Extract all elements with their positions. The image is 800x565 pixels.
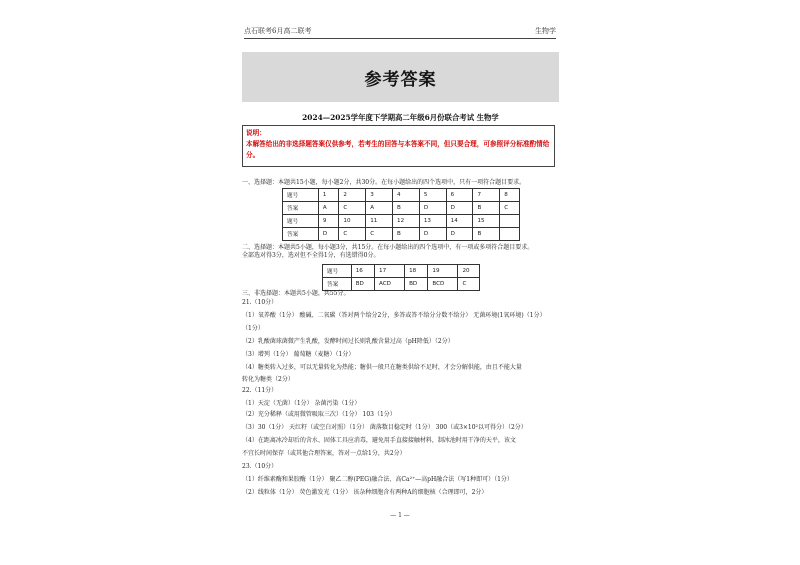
- answer-line: （4）在距离冰冷却后的含水、固体工具应消毒，避免用手直接接触材料，制冰池时用干净的天平，该文: [242, 437, 516, 444]
- section2-intro-line1: 二、选择题：本题共5小题，每小题3分，共15分。在每小题给出的四个选项中，有一项或多项符合题目要求。: [242, 244, 534, 251]
- table1-row-label: 题号: [283, 189, 319, 202]
- header-subject: 生物学: [535, 27, 556, 35]
- answer-line: （1）氧养酸（1分） 酸碱、二氧碳（答对两个给分2分，多答或答不给分分数不给分） 无菌环境(1氧环境)（1分）: [242, 312, 546, 319]
- table1-cell: C: [500, 202, 520, 215]
- table1-cell: 10: [339, 215, 366, 228]
- table2-row: [323, 265, 480, 278]
- table2-cell: 17: [375, 265, 405, 278]
- section1-intro: 一、选择题：本题共15小题，每小题2分，共30分。在每小题给出的四个选项中，只有一项符合题目要求。: [242, 179, 526, 186]
- table1-cell: 6: [446, 189, 473, 202]
- exam-title: 2024—2025学年度下学期高二年级6月份联合考试 生物学: [302, 113, 499, 122]
- note-box: [242, 125, 555, 167]
- table1-cell: [500, 215, 520, 228]
- table1-cell: D: [419, 228, 446, 241]
- table1-row: [283, 202, 520, 215]
- answer-banner: 参考答案: [242, 52, 559, 102]
- table1-row: [283, 215, 520, 228]
- table1-cell: B: [473, 228, 500, 241]
- table1-cell: 3: [366, 189, 393, 202]
- table2-cell: 18: [405, 265, 428, 278]
- table1-row-label: 答案: [283, 228, 319, 241]
- table2-cell: ACD: [375, 278, 405, 291]
- note-body: 本解答给出的非选择题答案仅供参考，若考生的回答与本答案不同，但只要合理，可参照评分标准酌情给分。: [246, 140, 550, 159]
- answer-line: （2）充分稀释（或用微管吸取三次）（1分） 103（1分）: [242, 411, 396, 418]
- page-header: [244, 26, 556, 39]
- table1-cell: 14: [446, 215, 473, 228]
- table1-cell: 8: [500, 189, 520, 202]
- table2-cell: BCD: [428, 278, 458, 291]
- answer-line: 23.（10分）: [242, 463, 278, 470]
- answer-line: 转化为糖类（2分）: [242, 376, 294, 383]
- answer-line: （1分）: [242, 325, 264, 332]
- section2-intro-line2: 全部选对得3分，选对但不全得1分，有选错得0分。: [242, 252, 380, 259]
- answer-line: （4）糖类转入过多，可以无量转化为热能；糖供一般只在糖类供给不足时，才会分解供能，由且不能大量: [242, 364, 522, 371]
- table1-cell: B: [473, 202, 500, 215]
- table1-cell: C: [339, 228, 366, 241]
- answer-line: 不宜长时间保存（或其他合理答案，答对一点给1分，共2分）: [242, 450, 406, 457]
- answer-line: （2）乳酸菌球菌微产生乳酸，发酵时间过长则乳酸含量过高（pH降低）（2分）: [242, 338, 454, 345]
- table1-cell: 15: [473, 215, 500, 228]
- table1-cell: D: [419, 202, 446, 215]
- table1-cell: 7: [473, 189, 500, 202]
- table1-cell: 12: [393, 215, 420, 228]
- table2-cell: C: [458, 278, 480, 291]
- answer-line: 22.（11分）: [242, 387, 278, 394]
- table1-cell: A: [366, 202, 393, 215]
- answer-table-1: [282, 188, 520, 241]
- table1-cell: 1: [318, 189, 339, 202]
- table1-cell: D: [446, 202, 473, 215]
- table2-row: [323, 278, 480, 291]
- table1-cell: 11: [366, 215, 393, 228]
- table2-row-label: 答案: [323, 278, 352, 291]
- table1-cell: B: [393, 228, 420, 241]
- table1-cell: D: [318, 228, 339, 241]
- section3-intro: 三、非选择题：本题共5小题，共55分。: [242, 290, 350, 297]
- answer-table-2: [322, 264, 480, 291]
- table1-cell: 9: [318, 215, 339, 228]
- table2-cell: 19: [428, 265, 458, 278]
- answer-line: （2）线粒体（1分） 荧色激发光（1分） 该杂种细胞含有两种A的细胞核（合理即可，2分）: [242, 489, 488, 496]
- table1-cell: C: [339, 202, 366, 215]
- note-heading: 说明：: [246, 129, 266, 137]
- answer-line: （1）天淀（无菌）（1分） 杂菌污染（1分）: [242, 400, 361, 407]
- table1-cell: 13: [419, 215, 446, 228]
- table1-cell: D: [446, 228, 473, 241]
- header-left-text: 点石联考6月高二联考: [244, 27, 312, 35]
- table1-cell: C: [366, 228, 393, 241]
- table1-row: [283, 228, 520, 241]
- table1-cell: B: [393, 202, 420, 215]
- table1-cell: A: [318, 202, 339, 215]
- answer-line: （3）增列（1分） 葡萄糖（麦糖）（1分）: [242, 351, 355, 358]
- table1-row-label: 答案: [283, 202, 319, 215]
- table2-cell: 20: [458, 265, 480, 278]
- page-number: — 1 —: [390, 512, 410, 519]
- table2-cell: 16: [351, 265, 374, 278]
- table2-cell: BD: [351, 278, 374, 291]
- table1-cell: 5: [419, 189, 446, 202]
- answer-line: 21.（10分）: [242, 299, 278, 306]
- table1-row: [283, 189, 520, 202]
- table1-cell: [500, 228, 520, 241]
- table2-cell: BD: [405, 278, 428, 291]
- table2-row-label: 题号: [323, 265, 352, 278]
- table1-cell: 4: [393, 189, 420, 202]
- answer-line: （3）30（1分） 天红籽（或空白对照）（1分） 菌落数目稳定时（1分） 300（或3×10²以可得分）（2分）: [242, 424, 527, 431]
- table1-cell: 2: [339, 189, 366, 202]
- answer-line: （1）纤维素酶和果胶酶（1分） 聚乙二醇(PEG)融合法、高Ca²⁺—高pH融合法（写1种即可）（1分）: [242, 476, 513, 483]
- table1-row-label: 题号: [283, 215, 319, 228]
